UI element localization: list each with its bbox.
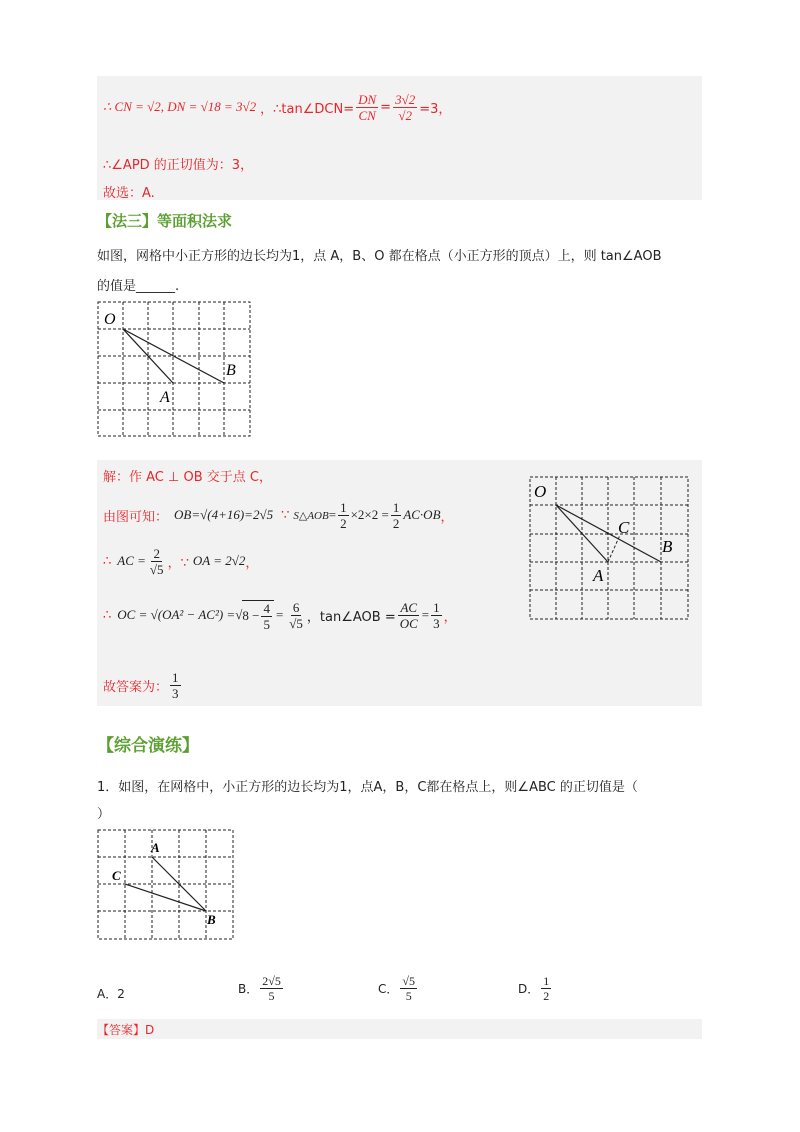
fraction-1-3: $\frac{1}{3}$ (433, 599, 440, 631)
label-c: C (112, 868, 121, 883)
solution-answer (103, 668, 183, 702)
solution-line3 (103, 543, 258, 579)
therefore-symbol: ∴ (103, 553, 112, 569)
option-a: A．2 (97, 987, 125, 1001)
solution-intro: 解：作 AC ⊥ OB 交于点 C， (103, 470, 272, 485)
fraction-3root2-root2: $\frac{3√2}{√2}$ (395, 91, 416, 123)
fraction-half-2: $\frac{1}{2}$ (392, 499, 400, 531)
option-c (378, 968, 419, 1008)
answer-label: 故答案为： (103, 679, 169, 695)
method3-heading: 【法三】等面积法求 (97, 212, 233, 230)
solution-line4: ∴ OC = √(OA² − AC²) = √ 8 − $\frac{4}{5}$ = $\frac{6}{√5}$ ，tan∠AOB = $\frac{AC}{OC}$ = $\frac{1}{3}$ ， (103, 599, 457, 632)
tan-dcn-label: ，∴tan∠DCN= (260, 101, 355, 117)
top-line2: ∴∠APD 的正切值为：3， (103, 158, 254, 173)
grid-figure-abc (96, 828, 236, 941)
oa-length: OA = 2√2 (192, 553, 246, 568)
label-b: B (207, 912, 216, 927)
equals-sign: = (328, 507, 337, 522)
fraction-half: $\frac{1}{2}$ (340, 499, 347, 531)
label-b: B (226, 362, 236, 379)
practice-question-1: 1．如图，在网格中，小正方形的边长均为1，点A，B，C都在格点上，则∠ABC 的正切值是（ (97, 780, 638, 795)
comma: ， (245, 555, 259, 571)
option-c-label: C． (378, 981, 399, 996)
practice-question-1-end: ） (97, 807, 111, 822)
top-line1 (103, 82, 698, 132)
fraction-4-5: $\frac{4}{5}$ (263, 600, 270, 632)
option-b-label: B． (238, 981, 259, 996)
equals-sign: = (380, 99, 392, 115)
label-o: O (534, 482, 547, 501)
result-3: =3， (419, 101, 452, 117)
eight-minus: 8 − (242, 608, 260, 623)
equals-sign: = (275, 607, 284, 622)
label-b: B (662, 537, 673, 556)
grid-figure-aoc (528, 475, 690, 621)
ac-ob-product: AC·OB (403, 507, 441, 522)
ac-label: AC = (117, 553, 146, 568)
sqrt-8-minus (242, 600, 274, 631)
because-symbol: ∵ (281, 507, 290, 523)
fraction-ac-oc: $\frac{AC}{OC}$ (399, 599, 418, 631)
solution-line2 (103, 498, 454, 532)
comma: ， (443, 609, 457, 625)
fraction-2-root5: $\frac{2}{√5}$ (149, 545, 164, 577)
answer-text: 【答案】D (97, 1023, 155, 1037)
from-figure-label: 由图可知： (103, 509, 169, 525)
because-symbol: ，∵ (167, 555, 189, 571)
oc-formula: OC = √(OA² − AC²) = (117, 607, 236, 622)
option-b-fraction: $\frac{2√5}{5}$ (262, 973, 281, 1003)
label-a: A (593, 566, 604, 585)
tan-aob-label: ，tan∠AOB = (306, 609, 396, 625)
area-product: ×2×2 = (350, 507, 389, 522)
ob-length: OB=√(4+16)=2√5 (174, 507, 274, 522)
label-c: C (618, 518, 630, 537)
answer-fraction: $\frac{1}{3}$ (172, 669, 179, 701)
segment-ac (608, 535, 620, 562)
area-aob: S△AOB (293, 509, 329, 522)
fraction-dn-cn: $\frac{DN}{CN}$ (358, 91, 377, 123)
equals-sign: = (421, 607, 430, 622)
cn-dn-equation: ∴ CN = √2, DN = √18 = 3√2 (103, 99, 257, 114)
answer-block (97, 1019, 702, 1039)
grid-figure-aob (96, 300, 254, 440)
therefore-symbol: ∴ (103, 607, 112, 623)
label-o: O (104, 311, 116, 328)
comma: ， (440, 509, 454, 525)
method3-problem: 如图，网格中小正方形的边长均为1，点 A，B、O 都在格点（小正方形的顶点）上，则 tan∠AOB (97, 249, 662, 264)
fraction-6-root5: $\frac{6}{√5}$ (289, 599, 303, 631)
option-b (238, 968, 285, 1008)
option-d-label: D． (518, 981, 540, 996)
label-a: A (151, 840, 160, 855)
option-d (518, 968, 553, 1008)
option-d-fraction: $\frac{1}{2}$ (543, 973, 550, 1003)
option-c-fraction: $\frac{√5}{5}$ (402, 973, 415, 1003)
segment-cb (125, 884, 206, 911)
practice-heading: 【综合演练】 (97, 736, 199, 756)
top-line3: 故选：A. (103, 186, 155, 201)
solution-line1 (103, 466, 272, 485)
method3-problem-line2: 的值是______. (97, 279, 180, 294)
label-a: A (160, 389, 170, 406)
